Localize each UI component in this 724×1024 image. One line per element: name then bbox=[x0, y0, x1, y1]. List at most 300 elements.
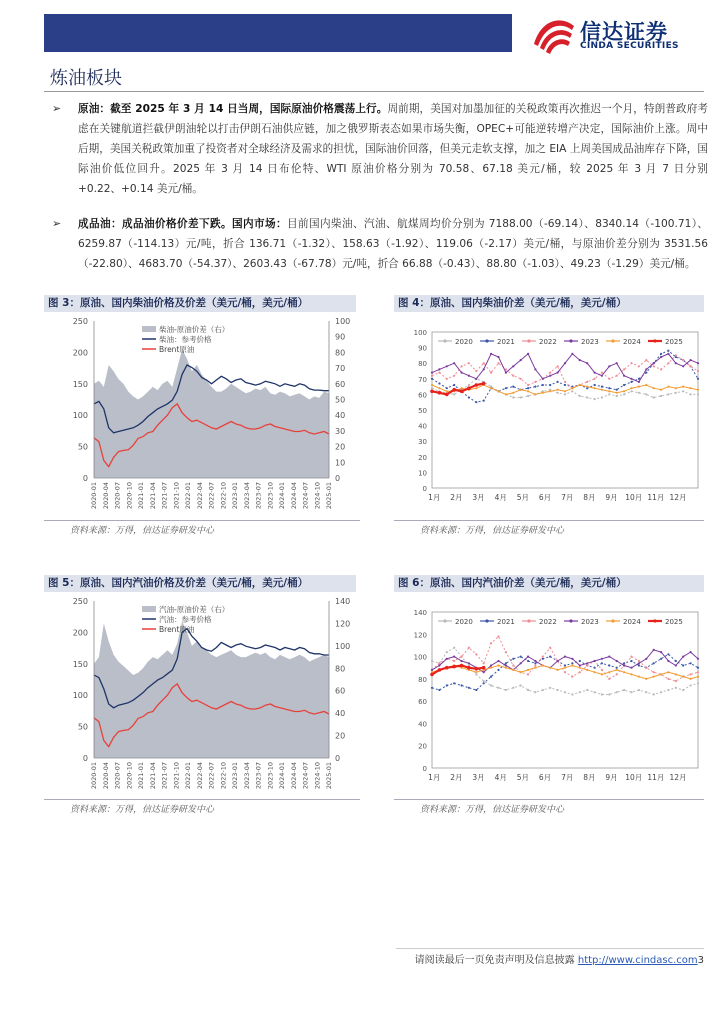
season-point bbox=[520, 378, 522, 380]
x-axis-tick-label: 12月 bbox=[669, 773, 687, 782]
season-point bbox=[608, 671, 610, 673]
x-axis-tick-label: 2022-07 bbox=[207, 482, 216, 510]
season-point bbox=[505, 387, 507, 389]
header-band bbox=[44, 14, 512, 52]
legend-marker bbox=[485, 619, 488, 622]
season-point bbox=[601, 669, 603, 671]
season-point bbox=[475, 689, 477, 691]
y-axis-tick-label: 50 bbox=[418, 407, 427, 415]
x-axis-tick-label: 11月 bbox=[647, 493, 665, 502]
season-point bbox=[483, 671, 485, 673]
season-point bbox=[520, 656, 522, 658]
season-point bbox=[527, 395, 529, 397]
figure-4-rule bbox=[394, 520, 704, 521]
x-axis-tick-label: 2020-04 bbox=[101, 762, 110, 790]
brand-name-en: CINDA SECURITIES bbox=[580, 41, 679, 51]
season-point bbox=[630, 378, 632, 380]
y-axis-tick-label: 60 bbox=[418, 698, 427, 707]
legend-label: Brent原油 bbox=[159, 625, 195, 634]
legend-label: 2025 bbox=[665, 338, 683, 346]
season-point bbox=[660, 651, 662, 653]
season-point bbox=[512, 669, 514, 671]
season-point bbox=[512, 365, 514, 367]
season-point bbox=[505, 689, 507, 691]
season-point bbox=[564, 390, 566, 392]
season-point bbox=[623, 671, 625, 673]
season-point bbox=[557, 392, 559, 394]
x-axis-tick-label: 10月 bbox=[625, 773, 643, 782]
figure-4-title: 图 4：原油、国内柴油价差（美元/桶，美元/桶） bbox=[394, 295, 704, 312]
x-axis-tick-label: 1月 bbox=[428, 493, 441, 502]
season-point bbox=[453, 362, 455, 364]
season-point bbox=[653, 362, 655, 364]
y-axis-tick-label: 140 bbox=[413, 609, 427, 617]
x-axis-tick-label: 2025-01 bbox=[325, 482, 333, 510]
x-axis-tick-label: 7月 bbox=[561, 773, 574, 782]
season-point bbox=[630, 362, 632, 364]
section-title: 炼油板块 bbox=[50, 68, 122, 89]
season-point bbox=[527, 656, 529, 658]
season-point bbox=[660, 395, 662, 397]
season-point bbox=[697, 667, 699, 669]
right-axis-tick-label: 140 bbox=[335, 597, 351, 606]
season-point bbox=[579, 395, 581, 397]
season-point bbox=[608, 664, 610, 666]
season-point bbox=[505, 372, 507, 374]
season-point bbox=[630, 660, 632, 662]
season-point bbox=[467, 386, 471, 390]
left-axis-tick-label: 200 bbox=[72, 348, 88, 358]
season-point bbox=[660, 658, 662, 660]
season-point bbox=[660, 353, 662, 355]
x-axis-tick-label: 2024-10 bbox=[313, 482, 322, 510]
season-point bbox=[601, 693, 603, 695]
season-point bbox=[638, 689, 640, 691]
x-axis-tick-label: 2024-04 bbox=[289, 762, 298, 790]
x-axis-tick-label: 2022-04 bbox=[195, 762, 204, 790]
crude-body: 周前期，美国对加墨加征的关税政策再次推迟一个月，特朗普政府考虑在关键航道拦截伊朗油轮以打击伊朗石油供应链，加之俄罗斯表态如果市场失衡，OPEC+可能逆转增产决定，国际油价上涨。周中后期，美国关税政策加重了投资者对全球经济及需求的担忧，国际油价回落，但美元走软支撑，加之 EIA 上周美国成品油库存下降，国际油价低位回升。2025 年 3 月 14 日布伦特、WTI 原油价格分别为 70.58、67.18 美元/桶，较 2025 年 3 月 7 日分别+0.22、+0.14 美元/桶。 bbox=[78, 103, 708, 195]
season-point bbox=[483, 680, 485, 682]
figure-3-chart bbox=[44, 313, 364, 518]
y-axis-tick-label: 10 bbox=[418, 469, 427, 478]
y-axis-tick-label: 20 bbox=[418, 742, 427, 751]
x-axis-tick-label: 2020-10 bbox=[125, 482, 134, 510]
season-point bbox=[453, 393, 455, 395]
season-point bbox=[660, 389, 662, 391]
season-point bbox=[645, 359, 647, 361]
legend-label: 汽油：参考价格 bbox=[159, 615, 212, 624]
season-point bbox=[690, 662, 692, 664]
legend-marker bbox=[485, 339, 488, 342]
season-point bbox=[579, 660, 581, 662]
season-point bbox=[475, 387, 477, 389]
season-point bbox=[512, 392, 514, 394]
season-point bbox=[682, 664, 684, 666]
season-point bbox=[438, 668, 442, 672]
season-point bbox=[697, 676, 699, 678]
season-point bbox=[697, 362, 699, 364]
footer bbox=[415, 951, 704, 966]
season-point bbox=[453, 660, 455, 662]
season-point bbox=[653, 649, 655, 651]
season-point bbox=[571, 676, 573, 678]
season-point bbox=[490, 387, 492, 389]
season-point bbox=[527, 689, 529, 691]
x-axis-tick-label: 2021-10 bbox=[172, 762, 181, 790]
season-point bbox=[438, 689, 440, 691]
x-axis-tick-label: 2021-04 bbox=[148, 482, 157, 510]
season-point bbox=[645, 678, 647, 680]
y-axis-tick-label: 70 bbox=[418, 375, 427, 384]
season-point bbox=[520, 396, 522, 398]
season-point bbox=[601, 386, 603, 388]
right-axis-tick-label: 100 bbox=[335, 317, 351, 326]
season-point bbox=[490, 684, 492, 686]
legend-marker bbox=[443, 339, 446, 342]
season-point bbox=[667, 386, 669, 388]
season-point bbox=[682, 365, 684, 367]
season-point bbox=[667, 362, 669, 364]
season-point bbox=[675, 387, 677, 389]
season-point bbox=[438, 368, 440, 370]
season-point bbox=[564, 664, 566, 666]
legend-marker bbox=[527, 339, 530, 342]
y-axis-tick-label: 80 bbox=[418, 675, 427, 684]
season-point bbox=[623, 393, 625, 395]
season-point bbox=[431, 669, 433, 671]
x-axis-tick-label: 2020-04 bbox=[101, 482, 110, 510]
brand-name-cn: 信达证券 bbox=[580, 20, 668, 44]
x-axis-tick-label: 2022-10 bbox=[219, 482, 228, 510]
season-point bbox=[586, 396, 588, 398]
season-point bbox=[527, 390, 529, 392]
legend-marker bbox=[569, 339, 572, 342]
y-axis-tick-label: 30 bbox=[418, 438, 427, 447]
season-point bbox=[549, 647, 551, 649]
season-point bbox=[483, 662, 485, 664]
x-axis-tick-label: 2020-01 bbox=[90, 762, 98, 790]
footer-divider bbox=[396, 948, 704, 949]
season-point bbox=[571, 387, 573, 389]
season-point bbox=[586, 662, 588, 664]
season-line-series bbox=[432, 637, 698, 682]
x-axis-tick-label: 9月 bbox=[605, 493, 618, 502]
season-point bbox=[483, 682, 485, 684]
season-point bbox=[512, 687, 514, 689]
season-point bbox=[512, 396, 514, 398]
right-axis-tick-label: 80 bbox=[335, 664, 346, 674]
product-body: 目前国内柴油、汽油、航煤周均价分别为 7188.00（-69.14）、8340.14（-100.71）、6259.87（-114.13）元/吨，折合 136.71（-1.32）、158.63（-1.92）、119.06（-2.17）美元/桶，与原油价差分别为 3531.56（-22.80）、4683.70（-54.37）、2603.43（-67.78）元/吨，折合 66.88（-0.43）、88.80（-1.03）、49.23（-1.29）美元/桶。 bbox=[78, 218, 709, 270]
season-point bbox=[579, 384, 581, 386]
season-point bbox=[601, 375, 603, 377]
season-point bbox=[690, 651, 692, 653]
figure-4-chart bbox=[404, 320, 704, 510]
legend-label: 2020 bbox=[455, 618, 473, 626]
season-point bbox=[490, 676, 492, 678]
season-point bbox=[564, 384, 566, 386]
season-point bbox=[675, 354, 677, 356]
season-point bbox=[446, 378, 448, 380]
legend-marker bbox=[653, 339, 656, 342]
season-point bbox=[549, 375, 551, 377]
season-point bbox=[512, 664, 514, 666]
season-point bbox=[571, 658, 573, 660]
y-axis-tick-label: 20 bbox=[418, 453, 427, 462]
season-point bbox=[690, 365, 692, 367]
figure-6-rule bbox=[394, 799, 704, 800]
x-axis-tick-label: 2024-07 bbox=[301, 762, 310, 790]
season-point bbox=[468, 362, 470, 364]
season-point bbox=[520, 684, 522, 686]
season-point bbox=[527, 387, 529, 389]
season-point bbox=[445, 666, 449, 670]
right-axis-tick-label: 20 bbox=[335, 731, 346, 741]
right-axis-tick-label: 30 bbox=[335, 426, 346, 436]
x-axis-tick-label: 2022-01 bbox=[184, 762, 192, 790]
legend-label: 2020 bbox=[455, 338, 473, 346]
legend-label: 2021 bbox=[497, 618, 515, 626]
season-point bbox=[461, 365, 463, 367]
season-point bbox=[594, 671, 596, 673]
y-axis-tick-label: 40 bbox=[418, 422, 427, 431]
season-point bbox=[497, 390, 499, 392]
season-point bbox=[586, 689, 588, 691]
season-point bbox=[497, 635, 499, 637]
season-point bbox=[645, 393, 647, 395]
season-point bbox=[475, 653, 477, 655]
season-point bbox=[571, 353, 573, 355]
season-point bbox=[697, 389, 699, 391]
season-point bbox=[697, 682, 699, 684]
season-point bbox=[461, 660, 463, 662]
legend-marker bbox=[611, 339, 614, 342]
season-point bbox=[534, 691, 536, 693]
season-point bbox=[438, 391, 442, 395]
season-point bbox=[430, 390, 434, 394]
season-point bbox=[690, 359, 692, 361]
legend-label: 柴油-原油价差（右） bbox=[159, 325, 230, 334]
season-point bbox=[557, 365, 559, 367]
season-point bbox=[534, 386, 536, 388]
season-point bbox=[549, 390, 551, 392]
season-point bbox=[608, 393, 610, 395]
figure-3-title: 图 3：原油、国内柴油价格及价差（美元/桶，美元/桶） bbox=[44, 295, 356, 312]
season-point bbox=[667, 653, 669, 655]
season-point bbox=[638, 365, 640, 367]
season-point bbox=[557, 669, 559, 671]
x-axis-tick-label: 8月 bbox=[583, 493, 596, 502]
x-axis-tick-label: 2023-10 bbox=[266, 762, 275, 790]
legend-label: 汽油-原油价差（右） bbox=[159, 605, 230, 614]
season-point bbox=[697, 393, 699, 395]
legend-label: 柴油：参考价格 bbox=[159, 335, 212, 344]
season-point bbox=[542, 378, 544, 380]
season-point bbox=[452, 665, 456, 669]
season-point bbox=[630, 673, 632, 675]
y-axis-tick-label: 120 bbox=[413, 631, 427, 640]
x-axis-tick-label: 3月 bbox=[472, 773, 485, 782]
season-point bbox=[601, 372, 603, 374]
season-point bbox=[505, 662, 507, 664]
season-point bbox=[616, 691, 618, 693]
season-point bbox=[446, 658, 448, 660]
season-point bbox=[446, 387, 448, 389]
spread-area-series bbox=[94, 621, 329, 758]
x-axis-tick-label: 2020-01 bbox=[90, 482, 98, 510]
season-point bbox=[660, 691, 662, 693]
season-point bbox=[638, 660, 640, 662]
season-point bbox=[438, 372, 440, 374]
season-point bbox=[638, 381, 640, 383]
season-line-series bbox=[432, 355, 698, 388]
figure-5-chart bbox=[44, 593, 364, 798]
season-point bbox=[645, 667, 647, 669]
y-axis-tick-label: 60 bbox=[418, 391, 427, 400]
legend-label: 2023 bbox=[581, 618, 599, 626]
legend-label: 2024 bbox=[623, 338, 641, 346]
season-point bbox=[594, 378, 596, 380]
season-point bbox=[638, 664, 640, 666]
season-point bbox=[645, 372, 647, 374]
season-point bbox=[667, 393, 669, 395]
season-point bbox=[653, 396, 655, 398]
season-point bbox=[682, 689, 684, 691]
season-point bbox=[505, 393, 507, 395]
figure-5-rule bbox=[44, 799, 360, 800]
crude-lead: 原油：截至 2025 年 3 月 14 日当周，国际原油价格震荡上行。 bbox=[78, 103, 388, 115]
season-point bbox=[446, 390, 448, 392]
season-point bbox=[616, 389, 618, 391]
season-point bbox=[438, 662, 440, 664]
x-axis-tick-label: 2022-04 bbox=[195, 482, 204, 510]
x-axis-tick-label: 2020-07 bbox=[113, 482, 122, 510]
left-axis-tick-label: 150 bbox=[72, 379, 88, 389]
season-point bbox=[638, 378, 640, 380]
left-axis-tick-label: 100 bbox=[72, 411, 88, 421]
x-axis-tick-label: 2月 bbox=[450, 493, 463, 502]
y-axis-tick-label: 100 bbox=[413, 329, 427, 337]
season-point bbox=[675, 664, 677, 666]
season-point bbox=[446, 651, 448, 653]
season-point bbox=[520, 359, 522, 361]
website-link[interactable]: http://www.cindasc.com bbox=[577, 955, 698, 966]
season-point bbox=[564, 362, 566, 364]
season-point bbox=[482, 382, 486, 386]
season-point bbox=[564, 393, 566, 395]
season-point bbox=[431, 384, 433, 386]
season-point bbox=[468, 375, 470, 377]
x-axis-tick-label: 4月 bbox=[494, 493, 507, 502]
season-point bbox=[527, 353, 529, 355]
season-point bbox=[549, 656, 551, 658]
season-point bbox=[645, 368, 647, 370]
season-point bbox=[461, 656, 463, 658]
legend-marker bbox=[569, 619, 572, 622]
company-logo bbox=[532, 14, 702, 54]
x-axis-tick-label: 2024-07 bbox=[301, 482, 310, 510]
season-point bbox=[475, 671, 477, 673]
season-point bbox=[527, 669, 529, 671]
spread-area-series bbox=[94, 349, 329, 478]
season-point bbox=[638, 392, 640, 394]
season-point bbox=[675, 687, 677, 689]
season-point bbox=[675, 680, 677, 682]
season-point bbox=[490, 642, 492, 644]
bullet-arrow-icon: ➢ bbox=[52, 102, 62, 115]
x-axis-tick-label: 2023-07 bbox=[254, 762, 263, 790]
legend-marker bbox=[653, 619, 656, 622]
season-point bbox=[586, 362, 588, 364]
y-axis-tick-label: 40 bbox=[418, 720, 427, 729]
figure-3-rule bbox=[44, 520, 360, 521]
season-point bbox=[497, 664, 499, 666]
product-paragraph bbox=[78, 214, 708, 274]
plot-frame bbox=[432, 332, 698, 488]
season-point bbox=[594, 372, 596, 374]
season-point bbox=[482, 666, 486, 670]
season-point bbox=[483, 400, 485, 402]
legend-label: 2021 bbox=[497, 338, 515, 346]
cinda-logo-icon bbox=[532, 14, 576, 54]
season-point bbox=[549, 687, 551, 689]
season-point bbox=[653, 365, 655, 367]
season-point bbox=[431, 387, 433, 389]
x-axis-tick-label: 2024-01 bbox=[278, 762, 286, 790]
legend-label: 2024 bbox=[623, 618, 641, 626]
season-point bbox=[564, 691, 566, 693]
left-axis-tick-label: 150 bbox=[72, 659, 88, 669]
season-point bbox=[505, 651, 507, 653]
x-axis-tick-label: 2023-07 bbox=[254, 482, 263, 510]
season-point bbox=[697, 671, 699, 673]
season-point bbox=[542, 658, 544, 660]
x-axis-tick-label: 7月 bbox=[561, 493, 574, 502]
season-point bbox=[660, 356, 662, 358]
legend-label: 2022 bbox=[539, 338, 557, 346]
season-point bbox=[431, 378, 433, 380]
season-point bbox=[594, 660, 596, 662]
legend-marker bbox=[443, 619, 446, 622]
x-axis-tick-label: 6月 bbox=[538, 493, 552, 502]
season-point bbox=[586, 664, 588, 666]
season-point bbox=[638, 662, 640, 664]
figure-6-source: 资料来源：万得，信达证券研发中心 bbox=[420, 805, 565, 815]
season-point bbox=[446, 365, 448, 367]
legend-marker bbox=[527, 619, 530, 622]
season-point bbox=[645, 691, 647, 693]
season-point bbox=[452, 388, 456, 392]
season-point bbox=[594, 384, 596, 386]
x-axis-tick-label: 8月 bbox=[583, 773, 596, 782]
season-point bbox=[557, 381, 559, 383]
season-point bbox=[453, 682, 455, 684]
x-axis-tick-label: 1月 bbox=[428, 773, 441, 782]
left-axis-tick-label: 200 bbox=[72, 628, 88, 638]
left-axis-tick-label: 50 bbox=[77, 722, 88, 732]
y-axis-tick-label: 0 bbox=[422, 765, 427, 773]
season-point bbox=[594, 387, 596, 389]
season-point bbox=[497, 356, 499, 358]
season-point bbox=[534, 667, 536, 669]
season-point bbox=[461, 684, 463, 686]
legend-swatch bbox=[142, 326, 156, 332]
season-point bbox=[431, 687, 433, 689]
season-point bbox=[616, 362, 618, 364]
season-point bbox=[608, 365, 610, 367]
y-axis-tick-label: 80 bbox=[418, 360, 427, 369]
season-point bbox=[534, 393, 536, 395]
season-point bbox=[497, 669, 499, 671]
